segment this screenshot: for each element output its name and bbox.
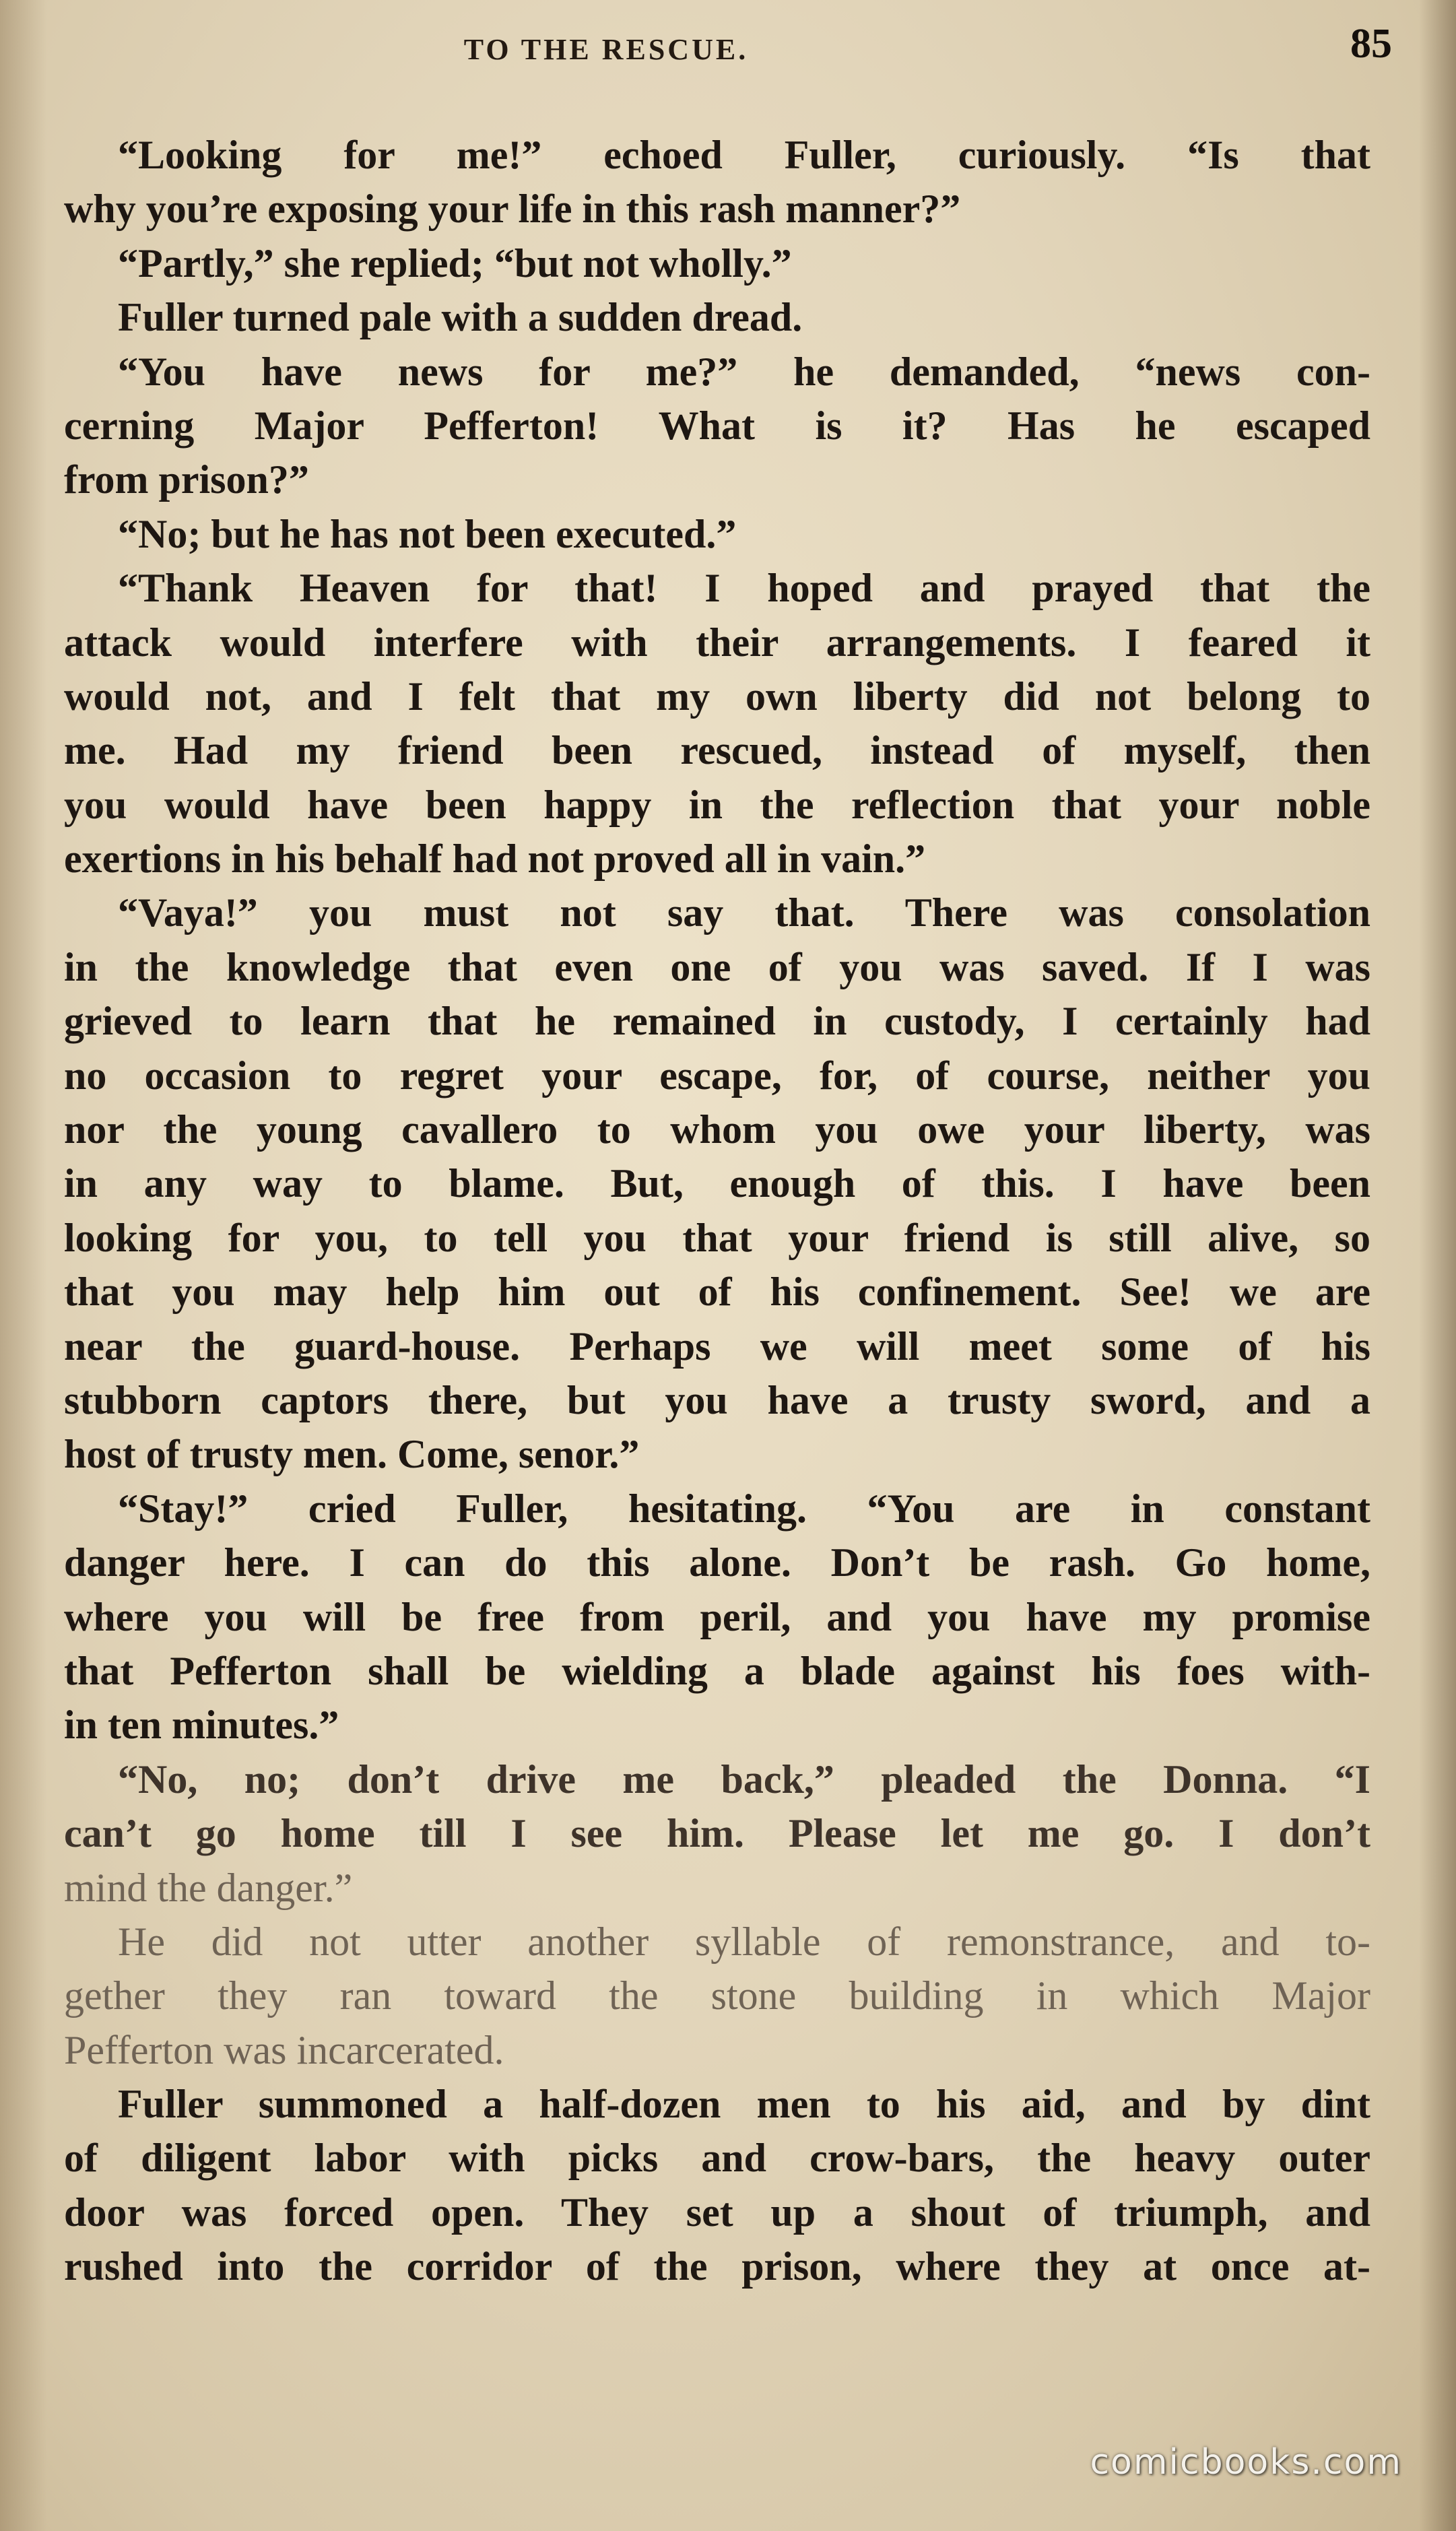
text-line: door was forced open. They set up a shout of triumph, and — [64, 2190, 1370, 2235]
text-line: in any way to blame. But, enough of this. I have been — [64, 1161, 1370, 1206]
text-line: in the knowledge that even one of you was saved. If I was — [64, 944, 1370, 989]
text-line: would not, and I felt that my own liberty did not belong to — [64, 673, 1370, 719]
text-line: “Partly,” she replied; “but not wholly.” — [118, 240, 792, 286]
text-line: you would have been happy in the reflection that your noble — [64, 782, 1370, 827]
text-line: in ten minutes.” — [64, 1703, 339, 1748]
text-line: Fuller turned pale with a sudden dread. — [118, 295, 803, 340]
text-line: He did not utter another syllable of remonstrance, and to- — [118, 1919, 1370, 1964]
text-line: “Thank Heaven for that! I hoped and prayed that the — [118, 566, 1370, 611]
text-line: looking for you, to tell you that your friend is still alive, so — [64, 1215, 1370, 1260]
text-line: exertions in his behalf had not proved all in vain.” — [64, 836, 926, 882]
text-line: “Looking for me!” echoed Fuller, curiously. “Is that — [118, 133, 1370, 177]
text-line: “No, no; don’t drive me back,” pleaded the Donna. “I — [118, 1756, 1370, 1802]
text-line: “Vaya!” you must not say that. There was consolation — [118, 890, 1370, 935]
text-line: that Pefferton shall be wielding a blade against his foes with- — [64, 1648, 1370, 1693]
text-line: host of trusty men. Come, senor.” — [64, 1432, 640, 1477]
text-line: attack would interfere with their arrangements. I feared it — [64, 620, 1370, 665]
text-line: Fuller summoned a half-dozen men to his aid, and by dint — [118, 2082, 1370, 2127]
text-line: no occasion to regret your escape, for, of course, neither you — [64, 1053, 1370, 1098]
text-line: “No; but he has not been executed.” — [118, 511, 737, 556]
text-line: nor the young cavallero to whom you owe your liberty, was — [64, 1107, 1370, 1152]
text-line: of diligent labor with picks and crow-bars, the heavy outer — [64, 2136, 1370, 2181]
text-line: rushed into the corridor of the prison, where they at once at- — [64, 2244, 1370, 2289]
text-line: near the guard-house. Perhaps we will meet some of his — [64, 1323, 1370, 1369]
text-line: “Stay!” cried Fuller, hesitating. “You are in constant — [118, 1486, 1370, 1531]
text-line: Pefferton was incarcerated. — [64, 2027, 504, 2072]
text-line: why you’re exposing your life in this rash manner?” — [64, 187, 961, 232]
text-line: gether they ran toward the stone building in which Major — [64, 1973, 1370, 2018]
body-text — [64, 128, 1370, 2294]
text-line: mind the danger.” — [64, 1865, 353, 1910]
text-line: cerning Major Pefferton! What is it? Has he escaped — [64, 403, 1370, 448]
watermark: comicbooks.com — [1090, 2442, 1402, 2483]
text-line: “You have news for me?” he demanded, “news con- — [118, 349, 1370, 394]
text-line: grieved to learn that he remained in custody, I certainly had — [64, 999, 1370, 1044]
text-line: me. Had my friend been rescued, instead of myself, then — [64, 728, 1370, 773]
text-line: that you may help him out of his confinement. See! we are — [64, 1270, 1370, 1315]
text-line: danger here. I can do this alone. Don’t be rash. Go home, — [64, 1540, 1370, 1585]
running-head: TO THE RESCUE. — [463, 33, 749, 66]
page-number: 85 — [1350, 21, 1392, 67]
text-line: where you will be free from peril, and you have my promise — [64, 1594, 1370, 1639]
text-line: stubborn captors there, but you have a trusty sword, and a — [64, 1377, 1370, 1422]
text-line: can’t go home till I see him. Please let me go. I don’t — [64, 1811, 1370, 1856]
text-line: from prison?” — [64, 457, 309, 502]
